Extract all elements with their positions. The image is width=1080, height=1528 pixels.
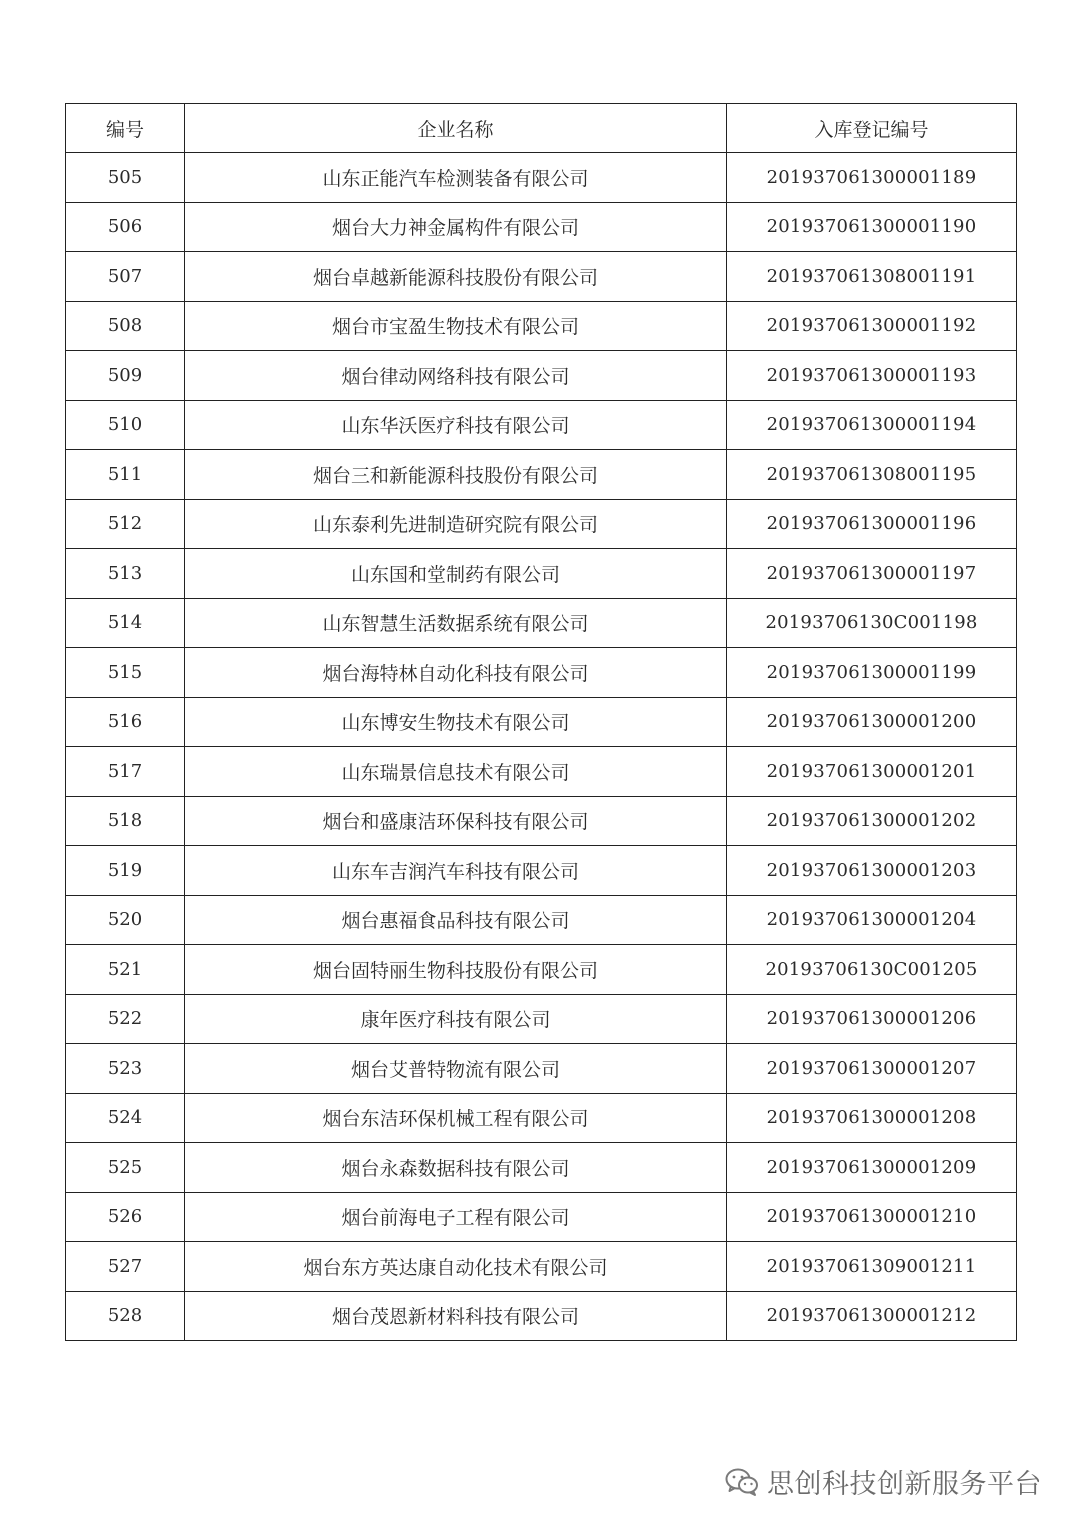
header-number: 编号: [66, 104, 185, 153]
row-number: 522: [66, 994, 185, 1044]
row-company-name: 山东智慧生活数据系统有限公司: [185, 598, 727, 648]
row-registration-number: 201937061300001193: [727, 351, 1017, 401]
row-number: 509: [66, 351, 185, 401]
row-registration-number: 201937061300001197: [727, 549, 1017, 599]
table-row: [66, 202, 1017, 252]
table-row: [66, 400, 1017, 450]
table-row: [66, 351, 1017, 401]
table-row: [66, 252, 1017, 302]
table-row: [66, 1093, 1017, 1143]
row-company-name: 山东正能汽车检测装备有限公司: [185, 153, 727, 203]
table-row: [66, 301, 1017, 351]
table-row: [66, 1242, 1017, 1292]
row-registration-number: 201937061300001212: [727, 1291, 1017, 1341]
row-number: 513: [66, 549, 185, 599]
row-number: 525: [66, 1143, 185, 1193]
row-number: 505: [66, 153, 185, 203]
row-number: 511: [66, 450, 185, 500]
table-row: [66, 648, 1017, 698]
row-registration-number: 20193706130C001205: [727, 945, 1017, 995]
table-row: [66, 1192, 1017, 1242]
table-row: [66, 1044, 1017, 1094]
row-number: 507: [66, 252, 185, 302]
row-registration-number: 201937061300001206: [727, 994, 1017, 1044]
wechat-icon: [725, 1467, 759, 1497]
row-registration-number: 201937061300001192: [727, 301, 1017, 351]
row-company-name: 烟台惠福食品科技有限公司: [185, 895, 727, 945]
row-company-name: 烟台市宝盈生物技术有限公司: [185, 301, 727, 351]
row-number: 520: [66, 895, 185, 945]
row-number: 515: [66, 648, 185, 698]
row-registration-number: 201937061300001202: [727, 796, 1017, 846]
row-number: 523: [66, 1044, 185, 1094]
row-number: 526: [66, 1192, 185, 1242]
row-company-name: 山东泰利先进制造研究院有限公司: [185, 499, 727, 549]
table-row: [66, 598, 1017, 648]
row-number: 514: [66, 598, 185, 648]
row-number: 517: [66, 747, 185, 797]
row-company-name: 烟台东洁环保机械工程有限公司: [185, 1093, 727, 1143]
enterprise-registry-table: [65, 103, 1017, 1341]
row-registration-number: 201937061300001201: [727, 747, 1017, 797]
row-company-name: 烟台东方英达康自动化技术有限公司: [185, 1242, 727, 1292]
table-row: [66, 747, 1017, 797]
table-row: [66, 895, 1017, 945]
row-company-name: 烟台前海电子工程有限公司: [185, 1192, 727, 1242]
table-row: [66, 697, 1017, 747]
row-number: 516: [66, 697, 185, 747]
row-company-name: 山东博安生物技术有限公司: [185, 697, 727, 747]
row-company-name: 烟台大力神金属构件有限公司: [185, 202, 727, 252]
watermark-text: 思创科技创新服务平台: [767, 1469, 1042, 1500]
row-registration-number: 201937061300001209: [727, 1143, 1017, 1193]
header-registration-number: 入库登记编号: [727, 104, 1017, 153]
row-company-name: 烟台永森数据科技有限公司: [185, 1143, 727, 1193]
row-registration-number: 201937061300001204: [727, 895, 1017, 945]
row-registration-number: 201937061308001191: [727, 252, 1017, 302]
header-row: [66, 104, 1017, 153]
table-row: [66, 1143, 1017, 1193]
table-row: [66, 153, 1017, 203]
table-row: [66, 450, 1017, 500]
table-row: [66, 1291, 1017, 1341]
row-company-name: 烟台三和新能源科技股份有限公司: [185, 450, 727, 500]
row-registration-number: 201937061300001194: [727, 400, 1017, 450]
row-registration-number: 201937061300001203: [727, 846, 1017, 896]
row-company-name: 康年医疗科技有限公司: [185, 994, 727, 1044]
table-row: [66, 945, 1017, 995]
row-number: 518: [66, 796, 185, 846]
table-row: [66, 549, 1017, 599]
row-number: 506: [66, 202, 185, 252]
table-body: [66, 153, 1017, 1341]
watermark: [725, 1462, 1042, 1501]
table-row: [66, 499, 1017, 549]
row-company-name: 烟台和盛康洁环保科技有限公司: [185, 796, 727, 846]
table-header: [66, 104, 1017, 153]
row-number: 512: [66, 499, 185, 549]
row-registration-number: 201937061300001207: [727, 1044, 1017, 1094]
row-number: 521: [66, 945, 185, 995]
row-registration-number: 201937061300001199: [727, 648, 1017, 698]
row-registration-number: 201937061300001190: [727, 202, 1017, 252]
row-company-name: 烟台固特丽生物科技股份有限公司: [185, 945, 727, 995]
row-company-name: 烟台茂恩新材料科技有限公司: [185, 1291, 727, 1341]
row-registration-number: 201937061300001189: [727, 153, 1017, 203]
row-registration-number: 201937061300001208: [727, 1093, 1017, 1143]
row-company-name: 烟台艾普特物流有限公司: [185, 1044, 727, 1094]
table-row: [66, 846, 1017, 896]
row-company-name: 烟台律动网络科技有限公司: [185, 351, 727, 401]
row-company-name: 山东瑞景信息技术有限公司: [185, 747, 727, 797]
row-registration-number: 201937061308001195: [727, 450, 1017, 500]
row-company-name: 山东华沃医疗科技有限公司: [185, 400, 727, 450]
row-company-name: 烟台海特林自动化科技有限公司: [185, 648, 727, 698]
row-registration-number: 201937061300001210: [727, 1192, 1017, 1242]
row-number: 528: [66, 1291, 185, 1341]
row-company-name: 烟台卓越新能源科技股份有限公司: [185, 252, 727, 302]
row-registration-number: 20193706130C001198: [727, 598, 1017, 648]
row-number: 508: [66, 301, 185, 351]
row-number: 519: [66, 846, 185, 896]
table-row: [66, 796, 1017, 846]
row-company-name: 山东车吉润汽车科技有限公司: [185, 846, 727, 896]
row-number: 527: [66, 1242, 185, 1292]
row-number: 524: [66, 1093, 185, 1143]
header-company-name: 企业名称: [185, 104, 727, 153]
row-company-name: 山东国和堂制药有限公司: [185, 549, 727, 599]
row-registration-number: 201937061309001211: [727, 1242, 1017, 1292]
row-registration-number: 201937061300001200: [727, 697, 1017, 747]
row-registration-number: 201937061300001196: [727, 499, 1017, 549]
row-number: 510: [66, 400, 185, 450]
table-row: [66, 994, 1017, 1044]
